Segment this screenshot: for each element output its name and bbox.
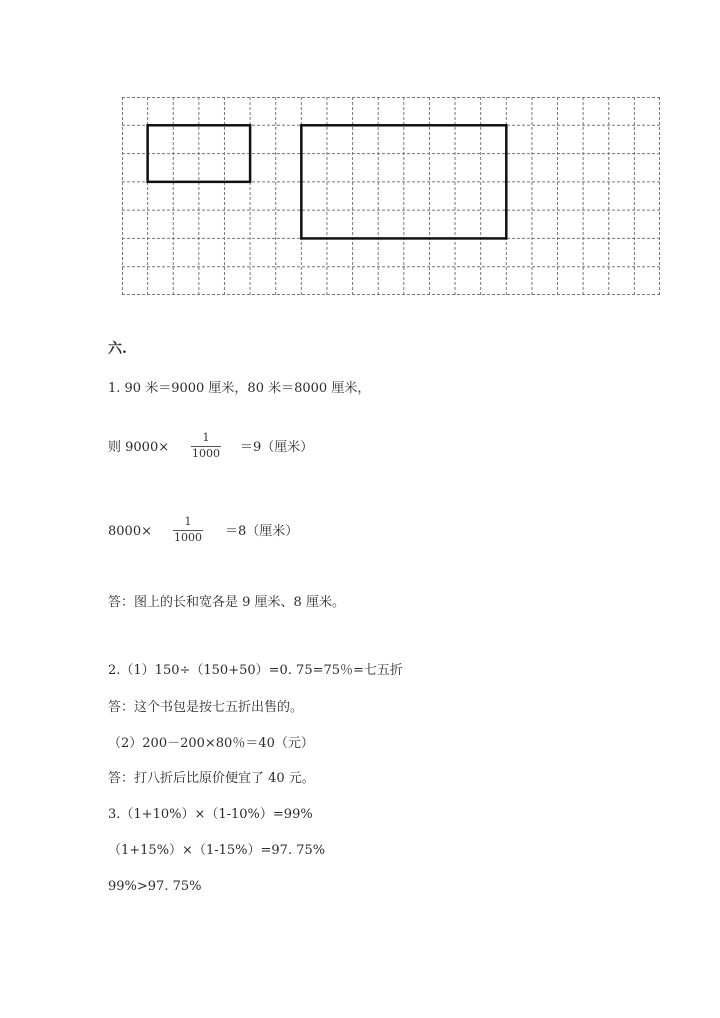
q1-calc1-suffix: ＝9（厘米） — [240, 440, 314, 455]
q1-answer: 答：图上的长和宽各是 9 厘米、8 厘米。 — [108, 595, 345, 610]
q1-calc1-prefix: 则 9000× — [108, 440, 170, 455]
q2-answer1: 答：这个书包是按七五折出售的。 — [108, 700, 304, 715]
q1-calc2-fraction — [173, 516, 203, 544]
fraction-denominator: 1000 — [174, 531, 202, 544]
q1-calc1-fraction — [191, 432, 221, 460]
q2-answer2: 答：打八折后比原价便宜了 40 元。 — [108, 771, 315, 786]
q2-part2: （2）200－200×80％＝40（元） — [108, 736, 314, 751]
q1-line1: 1. 90 米＝9000 厘米，80 米＝8000 厘米， — [108, 381, 371, 396]
q3-line3: 99%>97. 75% — [108, 879, 202, 894]
q3-line1: 3.（1+10%）×（1-10%）=99% — [108, 807, 313, 822]
fraction-numerator: 1 — [202, 431, 210, 444]
q1-calc2-suffix: ＝8（厘米） — [225, 524, 299, 539]
grid-diagram — [122, 97, 660, 295]
section-heading: 六. — [108, 341, 127, 357]
fraction-numerator: 1 — [184, 515, 192, 528]
q1-calc2-prefix: 8000× — [108, 524, 152, 539]
q2-part1: 2.（1）150÷（150+50）=0. 75=75％=七五折 — [108, 663, 403, 678]
grid-figure — [122, 97, 660, 295]
fraction-denominator: 1000 — [192, 447, 220, 460]
q3-line2: （1+15%）×（1-15%）=97. 75% — [108, 843, 326, 858]
